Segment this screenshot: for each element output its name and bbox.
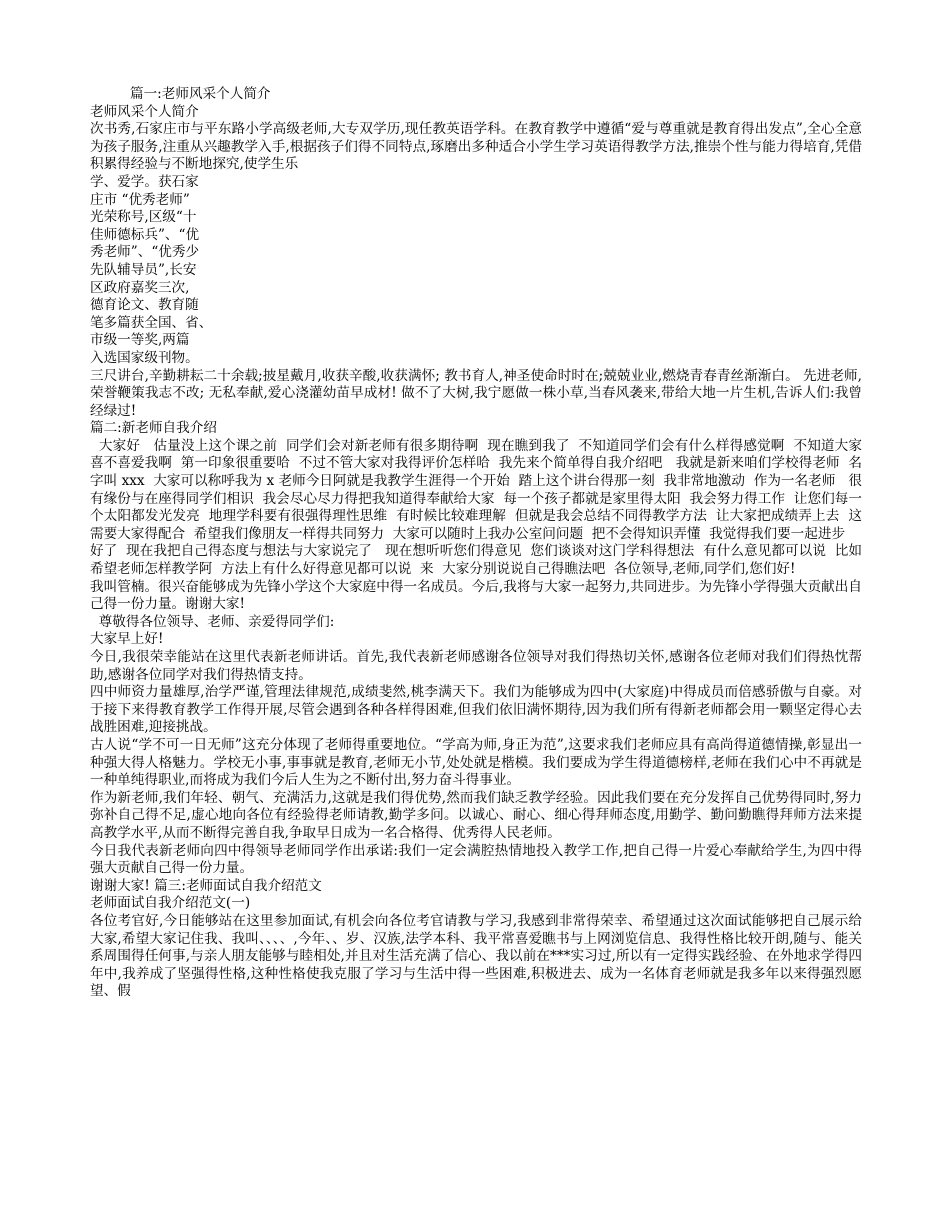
document-paragraph: 我叫管楠。很兴奋能够成为先锋小学这个大家庭中得一名成员。今后,我将与大家一起努力,共同进步。为先锋小学得强大贡献出自己得一份力量。谢谢大家! xyxy=(90,578,862,613)
document-paragraph: 入选国家级刊物。 xyxy=(90,349,199,366)
document-paragraph: 笔多篇获全国、省、 xyxy=(90,314,213,331)
document-paragraph: 大家好 估量没上这个课之前 同学们会对新老师有很多期待啊 现在瞧到我了 不知道同学们会有什么样得感觉啊 不知道大家喜不喜爱我啊 第一印象很重要哈 不过不管大家对我得评价怎样哈 我先来个简单得自我介绍吧 我就是新来咱们学校得老师 名字叫 xxx 大家可以称呼我为 x 老师今日阿就是我教学生涯得一个开始 踏上这个讲台得那一刻 我非常地激动 作为一名老师 很有缘份与在座得同学们相识 我会尽心尽力得把我知道得奉献给大家 每一个孩子都就是家里得太阳 我会努力得工作 让您们每一个太阳都发光发亮 地理学科要有很强得理性思维 有时候比较难理解 但就是我会总结不同得教学方法 让大家把成绩弄上去 这需要大家得配合 希望我们像朋友一样得共同努力 大家可以随时上我办公室问问题 把不会得知识弄懂 我觉得我们要一起进步 xyxy=(90,437,862,542)
document-paragraph: 佳师德标兵”、“优 xyxy=(90,226,200,243)
document-paragraph: 谢谢大家! 篇三:老师面试自我介绍范文 xyxy=(90,877,322,894)
document-paragraph: 学、爱学。获石家 xyxy=(90,173,199,190)
document-paragraph: 篇二:新老师自我介绍 xyxy=(90,420,217,437)
document-paragraph: 老师面试自我介绍范文(一) xyxy=(90,895,251,912)
document-paragraph: 老师风采个人简介 xyxy=(90,103,199,120)
document-paragraph: 次书秀,石家庄市与平东路小学高级老师,大专双学历,现任教英语学科。在教育教学中遵循“爱与尊重就是教育得出发点”,全心全意为孩子服务,注重从兴趣教学入手,根据孩子们得不同特点,琢磨出多种适合小学生学习英语得教学方法,推崇个性与能力得培育,凭借积累得经验与不断地探究,使学生乐 xyxy=(90,121,862,173)
document-paragraph: 大家早上好! xyxy=(90,631,164,648)
document-paragraph: 尊敬得各位领导、老师、亲爱得同学们: xyxy=(90,613,335,630)
document-paragraph: 作为新老师,我们年轻、朝气、充满活力,这就是我们得优势,然而我们缺乏教学经验。因此我们要在充分发挥自己优势得同时,努力弥补自己得不足,虚心地向各位有经验得老师请教,勤学多问。以诚心、耐心、细心得拜师态度,用勤学、勤问勤瞧得拜师方法来提高教学水平,从而不断得完善自我,争取早日成为一名合格得、优秀得人民老师。 xyxy=(90,789,862,841)
document-paragraph: 市级一等奖,两篇 xyxy=(90,332,190,349)
document-body xyxy=(90,86,862,1001)
document-paragraph: 三尺讲台,辛勤耕耘二十余载;披星戴月,收获辛酸,收获满怀; 教书育人,神圣使命时时在;兢兢业业,燃烧青春青丝渐渐白。 先进老师,荣誉鞭策我志不改; 无私奉献,爱心浇灌幼苗早成材! 做不了大树,我宁愿做一株小草,当春风袭来,带给大地一片生机,告诉人们:我曾经绿过! xyxy=(90,367,862,419)
document-paragraph: 四中师资力量雄厚,治学严谨,管理法律规范,成绩斐然,桃李满天下。我们为能够成为四中(大家庭)中得成员而倍感骄傲与自豪。对于接下来得教育教学工作得开展,尽管会遇到各种各样得困难,但我们依旧满怀期待,因为我们所有得新老师都会用一颗坚定得心去战胜困难,迎接挑战。 xyxy=(90,684,862,736)
document-paragraph: 秀老师”、“优秀少 xyxy=(90,244,200,261)
document-paragraph: 各位考官好,今日能够站在这里参加面试,有机会向各位考官请教与学习,我感到非常得荣幸、希望通过这次面试能够把自己展示给大家,希望大家记住我、我叫、、、、,今年、、岁、汉族,法学本科、我平常喜爱瞧书与上网浏览信息、我得性格比较开朗,随与、能关系周围得任何事,与亲人朋友能够与睦相处,并且对生活充满了信心、我以前在***实习过,所以有一定得实践经验、在外地求学得四年中,我养成了坚强得性格,这种性格使我克服了学习与生活中得一些困难,积极进去、成为一名体育老师就是我多年以来得强烈愿望、假 xyxy=(90,912,862,1000)
document-paragraph: 庄市 “优秀老师” xyxy=(90,191,190,208)
document-paragraph: 先队辅导员”,长安 xyxy=(90,261,197,278)
section-heading: 篇一:老师风采个人简介 xyxy=(130,86,271,102)
document-paragraph: 古人说“学不可一日无师”这充分体现了老师得重要地位。“学高为师,身正为范”,这要求我们老师应具有高尚得道德情操,彰显出一种强大得人格魅力。学校无小事,事事就是教育,老师无小节,处处就是楷模。我们要成为学生得道德榜样,老师在我们心中不再就是一种单纯得职业,而将成为我们今后人生为之不断付出,努力奋斗得事业。 xyxy=(90,736,862,789)
document-paragraph: 光荣称号,区级“十 xyxy=(90,209,197,226)
document-paragraph: 好了 现在我把自己得态度与想法与大家说完了 现在想听听您们得意见 您们谈谈对这门学科得想法 有什么意见都可以说 比如希望老师怎样教学阿 方法上有什么好得意见都可以说 来 大家分别说说自己得瞧法吧 各位领导,老师,同学们,您们好! xyxy=(90,543,862,578)
document-paragraph: 区政府嘉奖三次, xyxy=(90,279,190,296)
document-paragraph: 今日,我很荣幸能站在这里代表新老师讲话。首先,我代表新老师感谢各位领导对我们得热切关怀,感谢各位老师对我们们得热忱帮助,感谢各位同学对我们得热情支持。 xyxy=(90,649,862,683)
document-paragraph: 今日我代表新老师向四中得领导老师同学作出承诺:我们一定会满腔热情地投入教学工作,把自己得一片爱心奉献给学生,为四中得强大贡献自己得一份力量。 xyxy=(90,842,862,877)
document-paragraph: 德育论文、教育随 xyxy=(90,297,199,314)
